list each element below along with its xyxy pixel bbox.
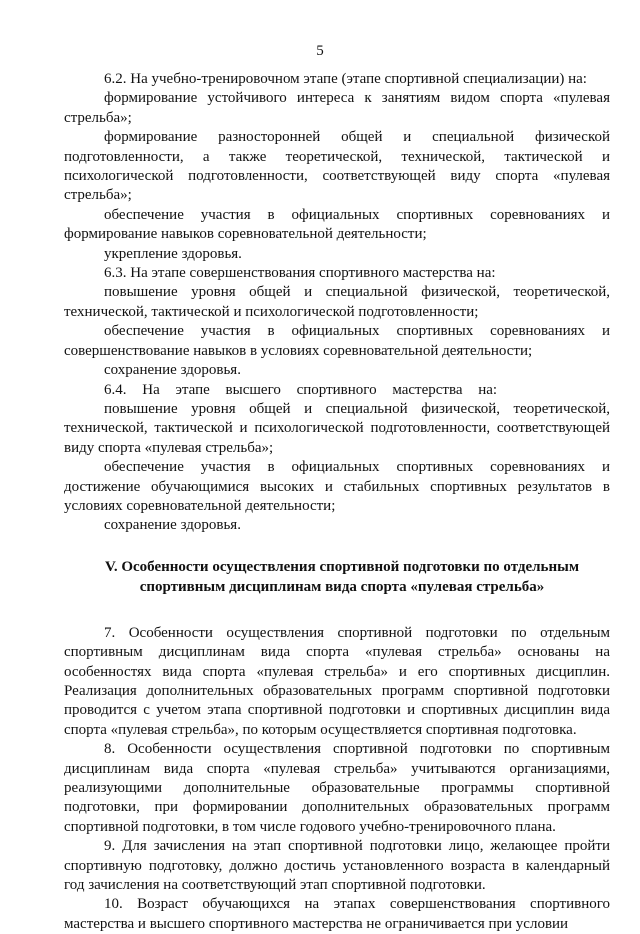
paragraph-6-4: 6.4. На этапе высшего спортивного мастерства на: (104, 381, 498, 398)
paragraph-6-3: 6.3. На этапе совершенствования спортивного мастерства на: (104, 265, 496, 282)
paragraph-level-increase: повышение уровня общей и специальной физической, теоретической, технической, тактической и психологической подготовленности; (64, 284, 610, 320)
paragraph-interest: формирование устойчивого интереса к занятиям видом спорта «пулевая стрельба»; (64, 90, 610, 126)
paragraph-health-preservation: сохранение здоровья. (104, 362, 241, 379)
paragraph-level-increase-high: повышение уровня общей и специальной физической, теоретической, технической, тактической и психологической подготовленности, соответствующей виду спорта «пулевая стрельба»; (64, 400, 610, 456)
section-heading: V. Особенности осуществления спортивной подготовки по отдельным спортивным дисциплинам вида спорта «пулевая стрельба» (104, 558, 580, 595)
paragraph-7: 7. Особенности осуществления спортивной подготовки по отдельным спортивным дисциплинам вида спорта «пулевая стрельба» основаны на особенностях вида спорта «пулевая стрельба» и его спортивных дисциплин. Реализация дополнительных образовательных программ спортивной подготовки проводится с учетом этапа спортивной подготовки и спортивных дисциплин вида спорта «пулевая стрельба», по которым осуществляется спортивная подготовка. (64, 624, 610, 738)
paragraph-health: укрепление здоровья. (104, 245, 242, 262)
document-body (64, 70, 610, 934)
paragraph-competitions: обеспечение участия в официальных спортивных соревнованиях и формирование навыков соревновательной деятельности; (64, 206, 610, 243)
paragraph-10: 10. Возраст обучающихся на этапах совершенствования спортивного мастерства и высшего спортивного мастерства не ограничивается при условии (64, 896, 610, 932)
paragraph-competitions-improvement: обеспечение участия в официальных спортивных соревнованиях и совершенствование навыков в условиях соревновательной деятельности; (64, 323, 610, 359)
paragraph-results: обеспечение участия в официальных спортивных соревнованиях и достижение обучающимися высоких и стабильных спортивных результатов в условиях соревновательной деятельности; (64, 459, 610, 514)
paragraph-9: 9. Для зачисления на этап спортивной подготовки лицо, желающее пройти спортивную подготовку, должно достичь установленного возраста в календарный год зачисления на соответствующий этап спортивной подготовки. (64, 838, 610, 894)
paragraph-8: 8. Особенности осуществления спортивной подготовки по спортивным дисциплинам вида спорта «пулевая стрельба» учитываются организациями, реализующими дополнительные образовательные программы спортивной подготовки, при формировании дополнительных образовательных программ спортивной подготовки, в том числе годового учебно-тренировочного плана. (64, 741, 610, 835)
paragraph-preparedness: формирование разносторонней общей и специальной физической подготовленности, а также теоретической, технической, тактической и психологической подготовленности, соответствующей виду спорта «пулевая стрельба»; (64, 129, 610, 204)
paragraph-6-2: 6.2. На учебно-тренировочном этапе (этапе спортивной специализации) на: (104, 71, 587, 87)
page-number: 5 (316, 43, 324, 59)
paragraph-health-preservation-high: сохранение здоровья. (104, 517, 241, 534)
